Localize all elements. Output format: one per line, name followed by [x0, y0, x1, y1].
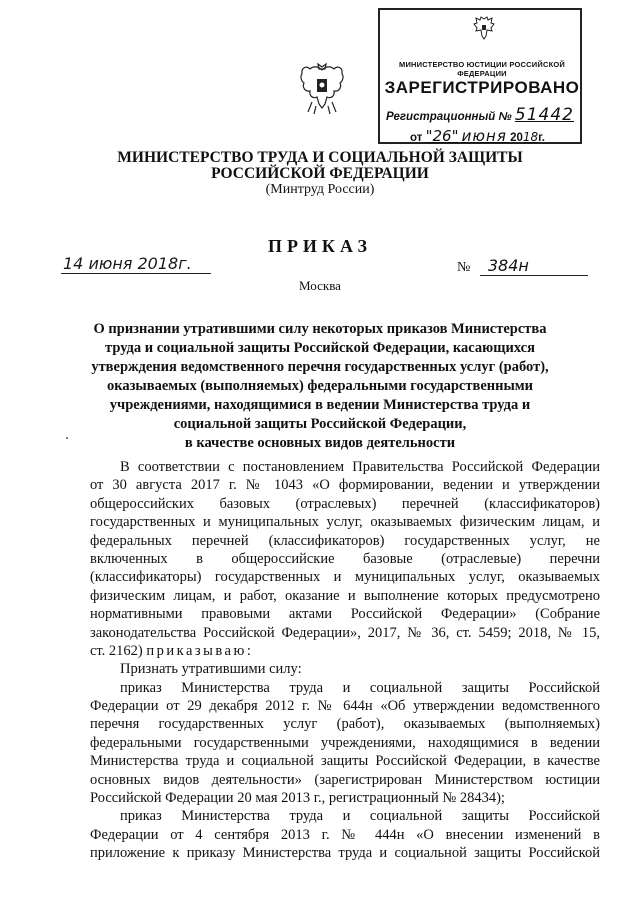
heading-line: оказываемых (выполняемых) федеральными государственными [106, 378, 534, 394]
heading-line: учреждениями, находящимися в ведении Министерства труда и [109, 397, 531, 413]
order-number: 384н [480, 256, 588, 276]
stamp-date-month: июня [461, 127, 507, 145]
heading-line: труда и социальной защиты Российской Федерации, касающихся [105, 340, 535, 356]
registration-stamp [378, 8, 582, 144]
body-line: федеральных перечней (классификаторов) государственных услуг, не [90, 532, 600, 549]
stamp-registration-number-line [386, 105, 574, 125]
stamp-date-prefix: от [410, 132, 423, 144]
body-line: основных видов деятельности» (зарегистрирован Министерством юстиции [90, 771, 600, 788]
body-line: Признать утратившими силу: [120, 661, 302, 678]
body-line: приказ Министерства труда и социальной защиты Российской [120, 679, 600, 696]
body-line: В соответствии с постановлением Правительства Российской Федерации [120, 459, 600, 475]
order-number-label: № [457, 260, 471, 275]
heading-line: утверждения ведомственного перечня государственных услуг (работ), [91, 359, 549, 375]
body-line: перечня государственных услуг (работ), оказываемых (выполняемых) [90, 716, 600, 733]
body-line: Федерации от 29 декабря 2012 г. № 644н «Об утверждении ведомственного [90, 698, 600, 715]
heading-line: О признании утратившими силу некоторых приказов Министерства [93, 321, 547, 337]
body-line: общероссийских базовых (отраслевых) перечней (классификаторов) [90, 495, 600, 512]
body-line: Министерства труда и социальной защиты Российской Федерации, в качестве [90, 753, 600, 770]
body-line [90, 642, 600, 660]
body-line: федеральными государственными учреждениями, находящимися в ведении [90, 734, 600, 751]
order-title: ПРИКАЗ [267, 236, 373, 256]
coat-of-arms-icon [298, 62, 346, 116]
stamp-reg-label: Регистрационный № [386, 111, 512, 123]
ministry-title-line2: РОССИЙСКОЙ ФЕДЕРАЦИИ [211, 165, 429, 182]
stamp-reg-number: 51442 [514, 105, 575, 125]
heading-line: социальной защиты Российской Федерации, [173, 416, 467, 432]
body-text-fragment: ст. 2162) [90, 642, 143, 659]
body-line: государственных и муниципальных услуг, оказываемых физическим лицам, и [90, 514, 600, 531]
body-line: нормативными правовыми актами Российской Федерации» (Собрание [90, 606, 600, 623]
body-line: физическим лицам, и работ, оказание и выполнение которых предусмотрено [90, 587, 600, 604]
body-line: приложение к приказу Министерства труда и социальной защиты Российской [90, 845, 600, 862]
order-city: Москва [299, 278, 341, 293]
ministry-short-name: (Минтруд России) [265, 182, 375, 197]
scan-speck [66, 437, 68, 439]
order-directive: приказываю: [146, 642, 254, 659]
body-line: законодательства Российской Федерации», 2017, № 36, ст. 5459; 2018, № 15, [90, 624, 600, 641]
document-heading [90, 320, 550, 453]
document-body [90, 458, 600, 863]
order-number-field [457, 256, 589, 276]
stamp-date-day: "26" [425, 127, 459, 145]
order-date: 14 июня 2018г. [61, 254, 211, 274]
body-line: приказ Министерства труда и социальной защиты Российской [120, 808, 600, 825]
stamp-registered-label: ЗАРЕГИСТРИРОВАНО [384, 78, 580, 97]
body-line: Российской Федерации 20 мая 2013 г., регистрационный № 28434); [90, 790, 505, 807]
body-line: (классификаторы) государственных и муниципальных услуг, оказываемых [90, 569, 600, 586]
stamp-date-year: 18 [522, 130, 539, 144]
body-line: Федерации от 4 сентября 2013 г. № 444н «О внесении изменений в [90, 826, 600, 843]
heading-line: в качестве основных видов деятельности [184, 435, 456, 451]
stamp-date-line [410, 127, 545, 145]
stamp-date-suffix: г. [538, 132, 546, 144]
body-line: от 30 августа 2017 г. № 1043 «О формировании, ведении и утверждении [90, 477, 600, 494]
body-line: включенных в общероссийские базовые (отраслевые) перечни [90, 550, 600, 567]
stamp-date-year-prefix: 20 [510, 132, 523, 144]
ministry-title-line1: МИНИСТЕРСТВО ТРУДА И СОЦИАЛЬНОЙ ЗАЩИТЫ [117, 149, 523, 166]
stamp-ministry-name: МИНИСТЕРСТВО ЮСТИЦИИ РОССИЙСКОЙ ФЕДЕРАЦИИ [399, 60, 565, 78]
double-headed-eagle-icon [473, 16, 495, 40]
